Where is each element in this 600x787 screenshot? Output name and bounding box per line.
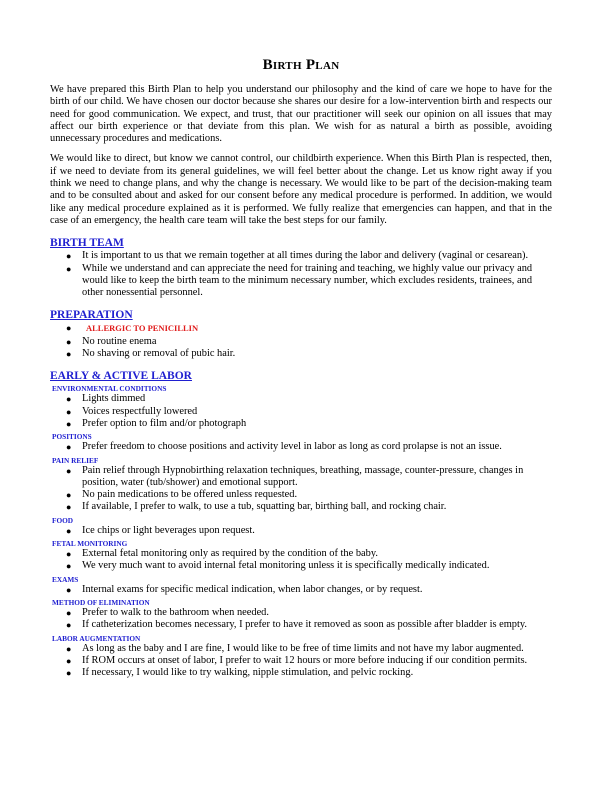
bullet-icon: ● (66, 336, 72, 347)
list-item: ● Ice chips or light beverages upon request. (66, 524, 255, 536)
bullet-icon: ● (66, 418, 72, 429)
list-item: ● If available, I prefer to walk, to use a tub, squatting bar, birthing ball, and rocking chair. (66, 501, 447, 513)
environmental-list (50, 393, 552, 430)
birth-team-list (50, 250, 552, 299)
elimination-list (50, 607, 552, 632)
subhead-environmental: ENVIRONMENTAL CONDITIONS (52, 384, 167, 394)
intro-paragraph-1: We have prepared this Birth Plan to help you understand our philosophy and the kind of care we hope to have for the birth of our child. We have chosen our doctor because she shares our desire for a low-intervention birth and respects our need for good communication. We expect, and trust, that our practitioner will seek our opinion on all issues that may affect our birth experience or that deviate from this plan. We wish for as natural a birth as possible, avoiding unnecessary procedures and medications. (50, 84, 552, 145)
list-item: ● We very much want to avoid internal fetal monitoring unless it is specifically medically indicated. (66, 560, 490, 572)
bullet-icon: ● (66, 525, 72, 536)
list-item: ● External fetal monitoring only as required by the condition of the baby. (66, 548, 378, 560)
list-item: ● As long as the baby and I are fine, I would like to be free of time limits and not have my labor augmented. (66, 642, 524, 654)
list-item: ● If necessary, I would like to try walking, nipple stimulation, and pelvic rocking. (66, 667, 414, 679)
pain-relief-list (50, 465, 552, 514)
list-item: ● Voices respectfully lowered (66, 405, 198, 417)
bullet-icon: ● (66, 263, 72, 274)
bullet-icon: ● (66, 655, 72, 666)
bullet-icon: ● (66, 502, 72, 513)
bullet-icon: ● (66, 561, 72, 572)
bullet-icon: ● (66, 465, 72, 476)
list-item: ● No routine enema (66, 335, 157, 347)
list-item: ● If ROM occurs at onset of labor, I prefer to wait 12 hours or more before inducing if our condition permits. (66, 654, 528, 666)
bullet-icon: ● (66, 394, 72, 405)
document-title: Birth Plan (262, 57, 340, 73)
allergy-alert: ALLERGIC TO PENICILLIN (86, 323, 199, 334)
list-item (50, 322, 552, 335)
bullet-icon: ● (66, 349, 72, 360)
positions-list (50, 441, 552, 453)
list-item: ● Internal exams for specific medical indication, when labor changes, or by request. (66, 583, 423, 595)
bullet-icon: ● (66, 584, 72, 595)
subhead-augmentation: LABOR AUGMENTATION (52, 633, 141, 643)
list-item: ● Lights dimmed (66, 393, 146, 405)
subhead-food: FOOD (52, 515, 74, 525)
augmentation-list (50, 643, 552, 680)
bullet-icon: ● (66, 643, 72, 654)
preparation-heading: PREPARATION (50, 309, 133, 322)
list-item: ● Pain relief through Hypnobirthing relaxation techniques, breathing, massage, counter-pressure, changes in position, water (tub/shower) and emotional support. (66, 464, 524, 488)
list-item: ● No shaving or removal of pubic hair. (66, 348, 236, 360)
document-page (0, 57, 600, 787)
list-item: ● If catheterization becomes necessary, I prefer to have it removed as soon as possible after bladder is empty. (66, 619, 527, 631)
list-item: ● No pain medications to be offered unless requested. (66, 489, 298, 501)
bullet-icon: ● (66, 406, 72, 417)
list-item: ● Prefer option to film and/or photograph (66, 417, 247, 429)
list-item: ● It is important to us that we remain together at all times during the labor and delivery (vaginal or cesarean). (66, 250, 529, 262)
subhead-fetal-monitoring: FETAL MONITORING (52, 539, 128, 549)
labor-heading: EARLY & ACTIVE LABOR (50, 370, 192, 383)
subhead-exams: EXAMS (52, 574, 79, 584)
subhead-positions: POSITIONS (52, 432, 92, 442)
bullet-icon: ● (66, 668, 72, 679)
bullet-icon: ● (66, 323, 72, 334)
birth-team-heading: BIRTH TEAM (50, 237, 124, 250)
bullet-icon: ● (66, 251, 72, 262)
list-item: ● Prefer to walk to the bathroom when needed. (66, 606, 269, 618)
preparation-list (50, 322, 552, 360)
food-list (50, 525, 552, 537)
intro-paragraph-2: We would like to direct, but know we cannot control, our childbirth experience. When this Birth Plan is respected, then, if we need to deviate from its general guidelines, we will feel better about the change. Let us know right away if you think we need to change plans, and why the change is necessary. We would like to be part of the decision-making team and to be consulted about and asked for our consent before any medical procedure is performed. In addition, we would like any medical procedure explained as it is performed. We fully realize that emergencies can happen, and that in the case of an emergency, the health care team will take the best steps for our family. (50, 153, 552, 226)
list-item: ● While we understand and can appreciate the need for training and teaching, we highly value our privacy and would like to keep the birth team to the minimum necessary number, which excludes residents, trainees, and other nonessential personnel. (66, 262, 533, 299)
bullet-icon: ● (66, 490, 72, 501)
bullet-icon: ● (66, 549, 72, 560)
subhead-pain-relief: PAIN RELIEF (52, 455, 99, 465)
list-item: ● Prefer freedom to choose positions and activity level in labor as long as cord prolapse is not an issue. (66, 441, 502, 453)
subhead-elimination: METHOD OF ELIMINATION (52, 597, 150, 607)
bullet-icon: ● (66, 607, 72, 618)
bullet-icon: ● (66, 442, 72, 453)
bullet-icon: ● (66, 620, 72, 631)
exams-list (50, 584, 552, 596)
fetal-monitoring-list (50, 548, 552, 573)
